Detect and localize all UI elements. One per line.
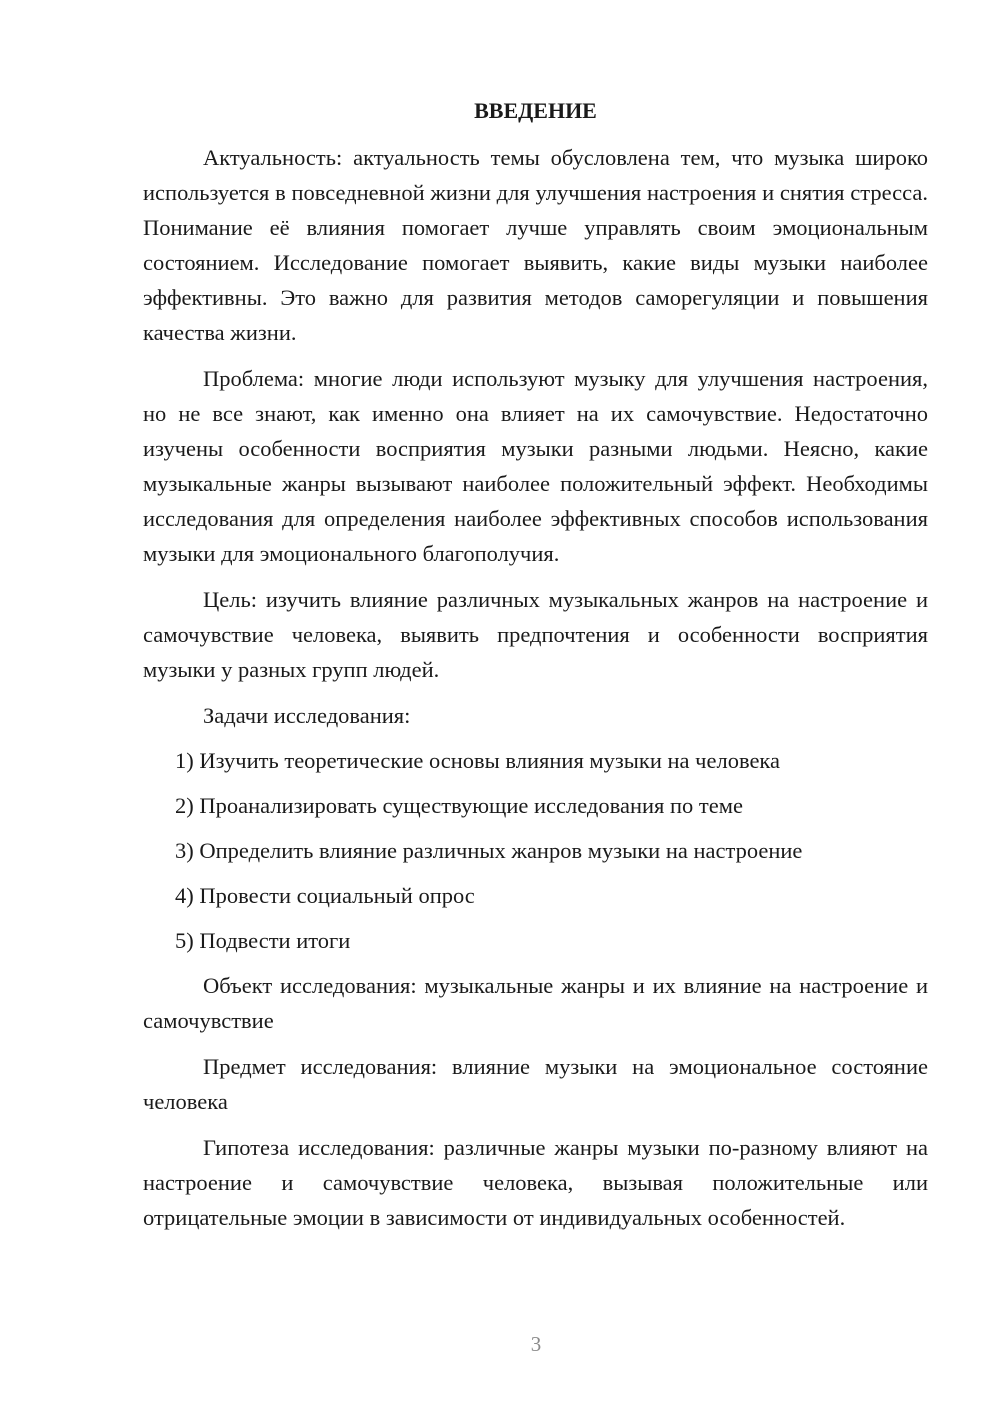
paragraph-goal: Цель: изучить влияние различных музыкальных жанров на настроение и самочувствие человека, выявить предпочтения и особенности восприятия музыки у разных групп людей. (143, 587, 928, 682)
paragraph-subject: Предмет исследования: влияние музыки на эмоциональное состояние человека (143, 1054, 928, 1114)
paragraph-relevance: Актуальность: актуальность темы обусловлена тем, что музыка широко используется в повседневной жизни для улучшения настроения и снятия стресса. Понимание её влияния помогает лучше управлять своим эмоциональным состоянием. Исследование помогает выявить, какие виды музыки наиболее эффективны. Это важно для развития методов саморегуляции и повышения качества жизни. (143, 145, 928, 345)
paragraph-hypothesis: Гипотеза исследования: различные жанры музыки по-разному влияют на настроение и самочувствие человека, вызывая положительные или отрицательные эмоции в зависимости от индивидуальных особенностей. (143, 1135, 928, 1230)
page-content (143, 94, 928, 1235)
section-title: ВВЕДЕНИЕ (474, 98, 597, 123)
page-number: 3 (530, 1332, 542, 1356)
tasks-heading: Задачи исследования: (203, 703, 411, 728)
paragraph-object: Объект исследования: музыкальные жанры и их влияние на настроение и самочувствие (143, 973, 928, 1033)
task-item: 3) Определить влияние различных жанров музыки на настроение (175, 838, 803, 863)
task-item: 5) Подвести итоги (175, 928, 351, 953)
paragraph-problem: Проблема: многие люди используют музыку для улучшения настроения, но не все знают, как именно она влияет на их самочувствие. Недостаточно изучены особенности восприятия музыки разными людьми. Неясно, какие музыкальные жанры вызывают наиболее положительный эффект. Необходимы исследования для определения наиболее эффективных способов использования музыки для эмоционального благополучия. (143, 366, 928, 566)
task-item: 1) Изучить теоретические основы влияния музыки на человека (175, 748, 781, 773)
task-list (143, 743, 928, 958)
task-item: 4) Провести социальный опрос (175, 883, 475, 908)
task-item: 2) Проанализировать существующие исследования по теме (175, 793, 743, 818)
